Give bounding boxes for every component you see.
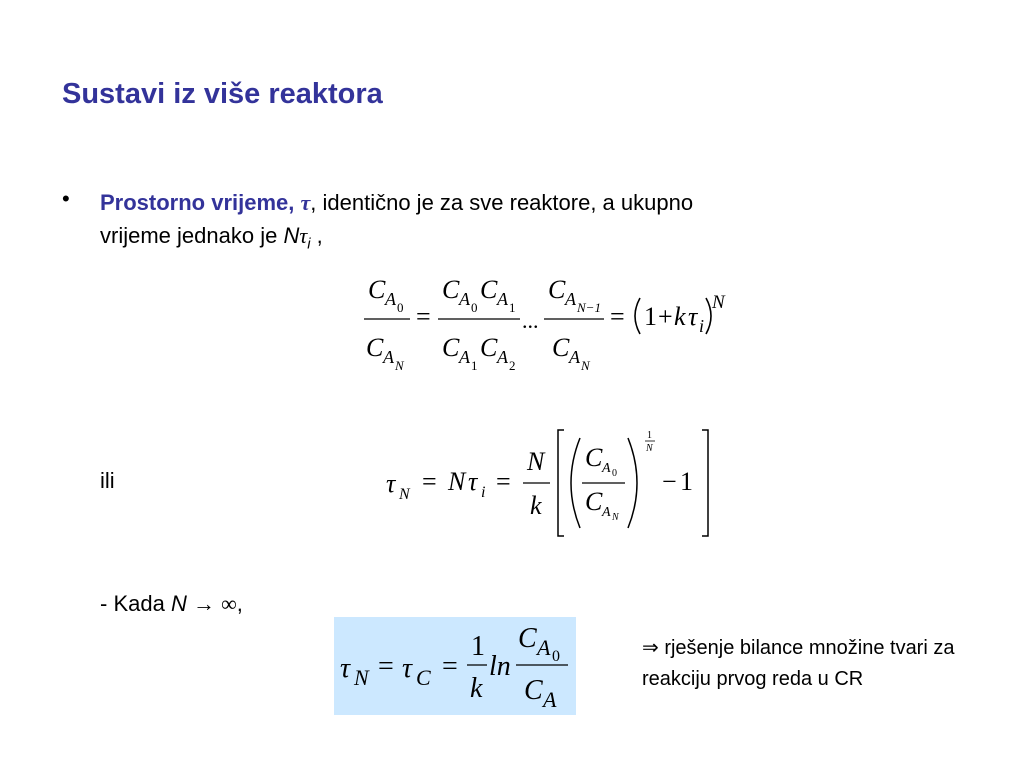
equation-limit-cr [334, 617, 576, 715]
ili-label: ili [100, 468, 115, 493]
result-note [642, 633, 982, 695]
eq1-C: C [480, 333, 498, 362]
A: A [537, 635, 551, 660]
equation-concentration-ratio [360, 268, 740, 378]
tau-symbol: τ [300, 190, 311, 215]
C: C [585, 487, 603, 516]
eq1-A: A [565, 289, 576, 309]
sub-zero: 0 [612, 468, 617, 479]
kada-prefix: - Kada [100, 591, 165, 616]
comma: , [310, 223, 323, 248]
ellipsis: ... [522, 308, 539, 333]
eq1-C: C [366, 333, 384, 362]
one: 1 [680, 467, 693, 496]
C: C [524, 675, 543, 706]
C: C [518, 623, 537, 654]
arrow-icon: → [192, 591, 215, 616]
tau: τ [468, 467, 478, 496]
eq1-sub: N [395, 358, 404, 373]
i-subscript: i [307, 235, 311, 253]
C-subscript: C [416, 665, 431, 690]
eq1-sub: 1 [509, 300, 516, 315]
eq1-A: A [383, 347, 394, 367]
eq1-C: C [442, 275, 460, 304]
sub-zero: 0 [552, 648, 560, 665]
one: 1 [644, 302, 657, 331]
right-bracket [702, 430, 708, 536]
N: N [448, 467, 466, 496]
implies-icon: ⇒ [642, 637, 659, 659]
eq1-sub: N [581, 358, 590, 373]
i-subscript: i [481, 484, 486, 501]
right-paren [628, 438, 637, 528]
eq1-A: A [385, 289, 396, 309]
bullet-rest: , identično je za sve reaktore, a ukupno [310, 190, 694, 215]
tau: τ [340, 653, 351, 684]
sub-N: N [612, 512, 619, 523]
N-symbol: N [170, 591, 187, 616]
bullet-marker: • [62, 186, 70, 211]
A: A [602, 505, 611, 520]
eq1-C: C [480, 275, 498, 304]
A: A [602, 461, 611, 476]
eq1-C: C [442, 333, 460, 362]
kada-text [100, 591, 243, 617]
note-text: rješenje bilance množine tvari za reakciju prvog reda u CR [642, 637, 955, 690]
exp-one: 1 [647, 430, 652, 441]
C: C [585, 443, 603, 472]
i-subscript: i [699, 316, 705, 336]
bullet-lead: Prostorno vrijeme, [100, 190, 295, 215]
eq1-sub: N−1 [577, 300, 601, 315]
left-bracket [558, 430, 564, 536]
eq1-A: A [569, 347, 580, 367]
tau: τ [402, 653, 413, 684]
eq1-sub: 2 [509, 358, 516, 373]
slide-title: Sustavi iz više reaktora [62, 78, 383, 110]
one: 1 [471, 631, 485, 662]
tau: τ [688, 302, 698, 331]
eq1-sub: 0 [471, 300, 478, 315]
plus-sign: + [658, 302, 673, 331]
tau-i-symbol: τ [299, 223, 308, 248]
eq1-A: A [497, 289, 508, 309]
tau: τ [386, 469, 396, 498]
A: A [543, 687, 557, 712]
eq1-sub: 0 [397, 300, 404, 315]
eq1-C: C [548, 275, 566, 304]
exponent-N: N [712, 292, 725, 313]
equation-total-residence-time [382, 424, 722, 544]
k: k [674, 302, 686, 331]
equals-sign: = [378, 651, 394, 682]
eq1-A: A [459, 289, 470, 309]
equals-sign: = [416, 302, 431, 331]
bullet-text [100, 186, 920, 260]
right-paren [706, 298, 711, 334]
equals-sign: = [610, 302, 625, 331]
equals-sign: = [496, 467, 511, 496]
infinity-symbol: ∞ [221, 591, 237, 616]
exp-N: N [646, 443, 653, 454]
N-subscript: N [399, 486, 410, 503]
N: N [527, 447, 545, 476]
comma: , [236, 591, 243, 616]
k: k [470, 673, 483, 704]
minus-sign: − [662, 467, 677, 496]
eq1-C: C [552, 333, 570, 362]
eq1-C: C [368, 275, 386, 304]
N-symbol: N [283, 223, 300, 248]
k: k [530, 491, 542, 520]
left-paren [571, 438, 580, 528]
N-subscript: N [354, 665, 369, 690]
eq1-A: A [497, 347, 508, 367]
eq1-A: A [459, 347, 470, 367]
ln: ln [489, 651, 511, 682]
eq1-sub: 1 [471, 358, 478, 373]
equals-sign: = [422, 467, 437, 496]
bullet-line2: vrijeme jednako je [100, 223, 278, 248]
left-paren [635, 298, 640, 334]
equals-sign: = [442, 651, 458, 682]
